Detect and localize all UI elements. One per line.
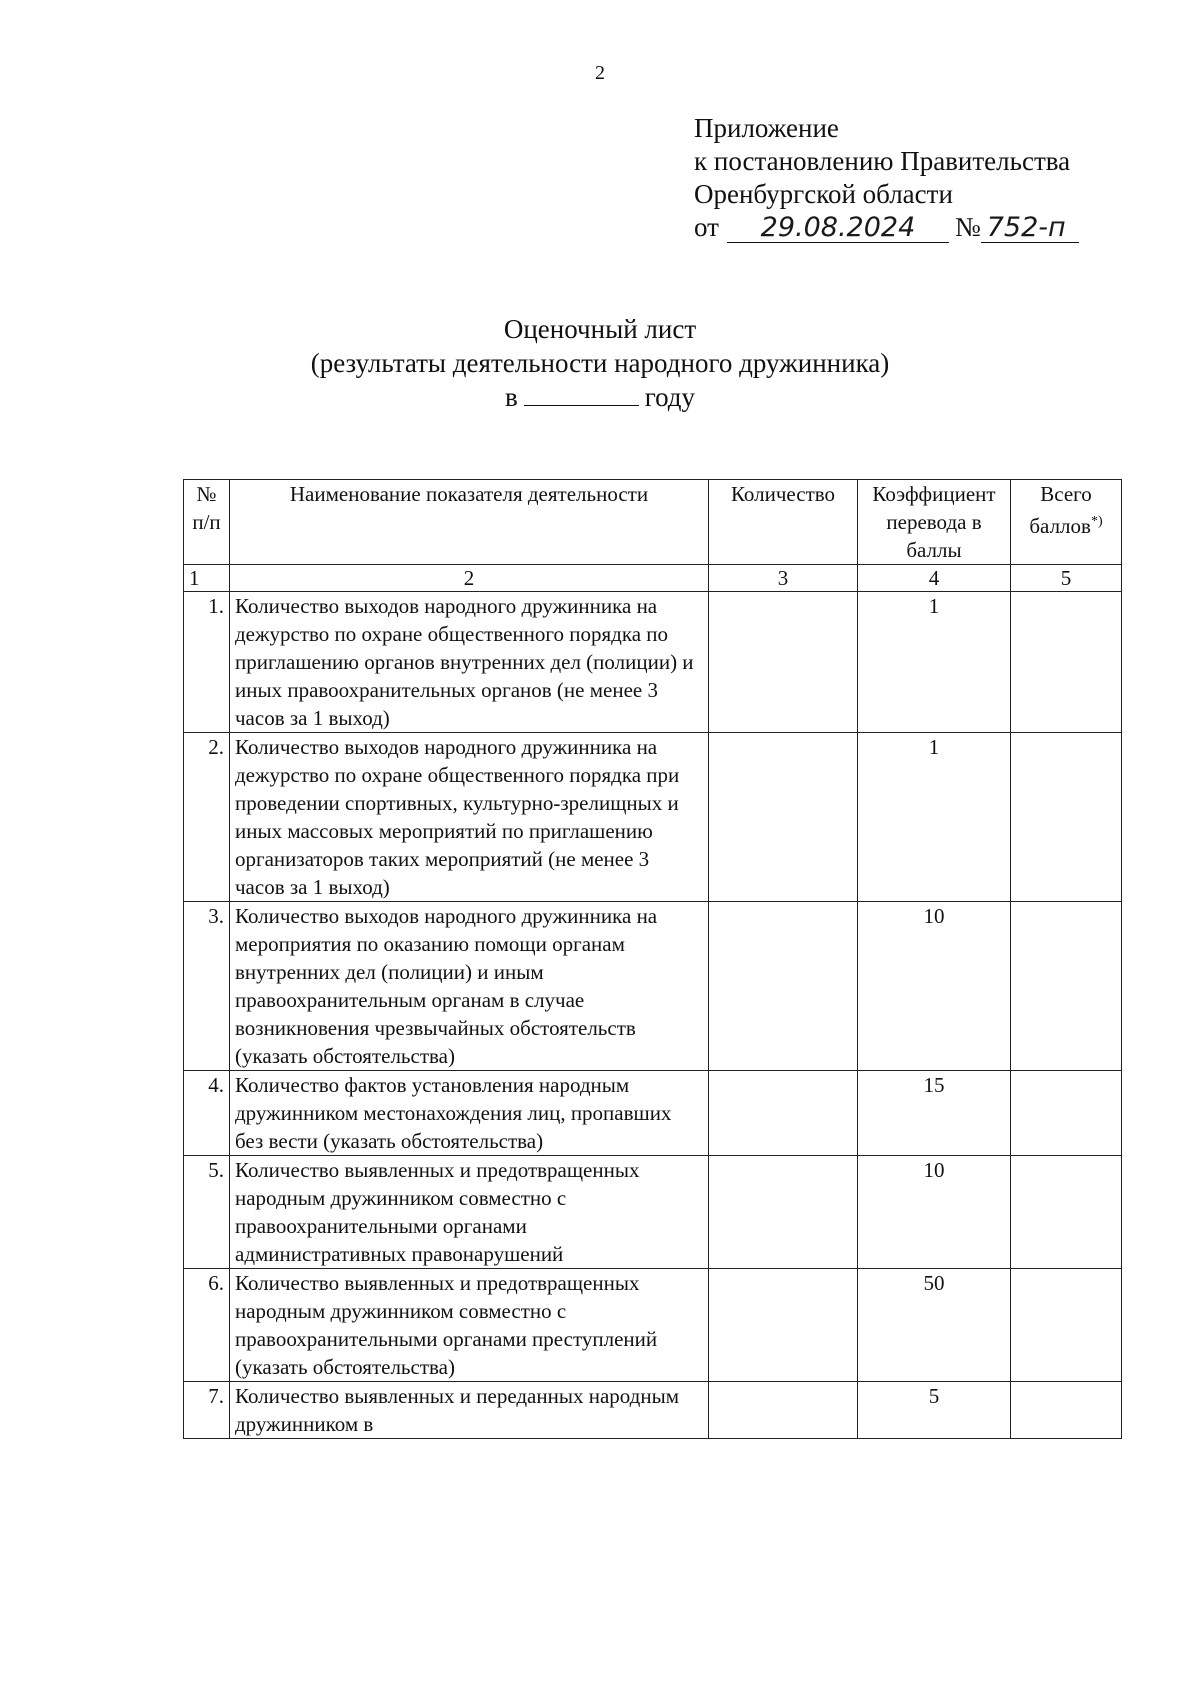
row-indicator-name: Количество выявленных и предотвращенных народным дружинником совместно с правоохранительными органами административных правонарушений xyxy=(230,1156,709,1269)
appendix-title: Приложение xyxy=(694,113,839,143)
header-total-footnote-mark: *) xyxy=(1090,514,1103,529)
row-coefficient: 10 xyxy=(858,902,1011,1071)
column-number: 2 xyxy=(230,565,709,592)
row-number: 1. xyxy=(184,592,230,733)
header-coefficient: Коэффициент перевода в баллы xyxy=(858,480,1011,565)
column-number-row xyxy=(184,565,1122,592)
header-total xyxy=(1011,480,1122,565)
row-number: 3. xyxy=(184,902,230,1071)
year-blank-field xyxy=(524,383,639,406)
row-number: 5. xyxy=(184,1156,230,1269)
row-coefficient: 1 xyxy=(858,733,1011,902)
title-line-2: (результаты деятельности народного дружинника) xyxy=(310,348,890,378)
evaluation-table xyxy=(183,479,1122,1439)
appendix-date-line xyxy=(694,211,1079,244)
row-total xyxy=(1011,1382,1122,1439)
row-quantity xyxy=(709,733,858,902)
table-row xyxy=(184,733,1122,902)
row-quantity xyxy=(709,1071,858,1156)
appendix-block xyxy=(694,112,1079,244)
row-indicator-name: Количество выявленных и переданных народным дружинником в xyxy=(230,1382,709,1439)
row-quantity xyxy=(709,1269,858,1382)
row-total xyxy=(1011,902,1122,1071)
column-number: 4 xyxy=(858,565,1011,592)
title-line-1: Оценочный лист xyxy=(503,314,697,344)
table-row xyxy=(184,1156,1122,1269)
row-total xyxy=(1011,1071,1122,1156)
header-total-label: Всего баллов xyxy=(1029,482,1092,538)
row-total xyxy=(1011,733,1122,902)
appendix-line-3: Оренбургской области xyxy=(694,179,953,209)
document-title xyxy=(0,312,1200,414)
row-coefficient: 50 xyxy=(858,1269,1011,1382)
row-quantity xyxy=(709,902,858,1071)
row-indicator-name: Количество выходов народного дружинника на дежурство по охране общественного порядка по приглашению органов внутренних дел (полиции) и иных правоохранительных органов (не менее 3 часов за 1 выход) xyxy=(230,592,709,733)
row-coefficient: 15 xyxy=(858,1071,1011,1156)
number-label: № xyxy=(954,212,981,242)
row-quantity xyxy=(709,1382,858,1439)
row-number: 2. xyxy=(184,733,230,902)
row-indicator-name: Количество выходов народного дружинника на мероприятия по оказанию помощи органам внутренних дел (полиции) и иным правоохранительным органам в случае возникновения чрезвычайных обстоятельств (указать обстоятельства) xyxy=(230,902,709,1071)
table-row xyxy=(184,1382,1122,1439)
column-number: 3 xyxy=(709,565,858,592)
year-suffix: году xyxy=(644,382,696,412)
row-number: 7. xyxy=(184,1382,230,1439)
row-coefficient: 5 xyxy=(858,1382,1011,1439)
row-indicator-name: Количество фактов установления народным дружинником местонахождения лиц, пропавших без вести (указать обстоятельства) xyxy=(230,1071,709,1156)
row-number: 6. xyxy=(184,1269,230,1382)
header-name: Наименование показателя деятельности xyxy=(230,480,709,565)
row-total xyxy=(1011,1269,1122,1382)
table-row xyxy=(184,1269,1122,1382)
column-number: 5 xyxy=(1011,565,1122,592)
from-label: от xyxy=(694,212,719,242)
row-total xyxy=(1011,1156,1122,1269)
row-quantity xyxy=(709,1156,858,1269)
year-prefix: в xyxy=(504,382,518,412)
row-indicator-name: Количество выходов народного дружинника на дежурство по охране общественного порядка при проведении спортивных, культурно-зрелищных и иных массовых мероприятий по приглашению организаторов таких мероприятий (не менее 3 часов за 1 выход) xyxy=(230,733,709,902)
handwritten-date: 29.08.2024 xyxy=(727,214,949,243)
table-row xyxy=(184,1071,1122,1156)
row-coefficient: 1 xyxy=(858,592,1011,733)
row-number: 4. xyxy=(184,1071,230,1156)
handwritten-number: 752-п xyxy=(981,214,1079,243)
column-number: 1 xyxy=(184,565,230,592)
table-row xyxy=(184,592,1122,733)
page-number: 2 xyxy=(595,62,605,84)
appendix-line-2: к постановлению Правительства xyxy=(694,146,1071,176)
header-num: № п/п xyxy=(184,480,230,565)
table-row xyxy=(184,902,1122,1071)
title-year-line xyxy=(0,380,1200,414)
header-quantity: Количество xyxy=(709,480,858,565)
table-header-row xyxy=(184,480,1122,565)
row-indicator-name: Количество выявленных и предотвращенных народным дружинником совместно с правоохранительными органами преступлений (указать обстоятельства) xyxy=(230,1269,709,1382)
row-quantity xyxy=(709,592,858,733)
row-coefficient: 10 xyxy=(858,1156,1011,1269)
row-total xyxy=(1011,592,1122,733)
